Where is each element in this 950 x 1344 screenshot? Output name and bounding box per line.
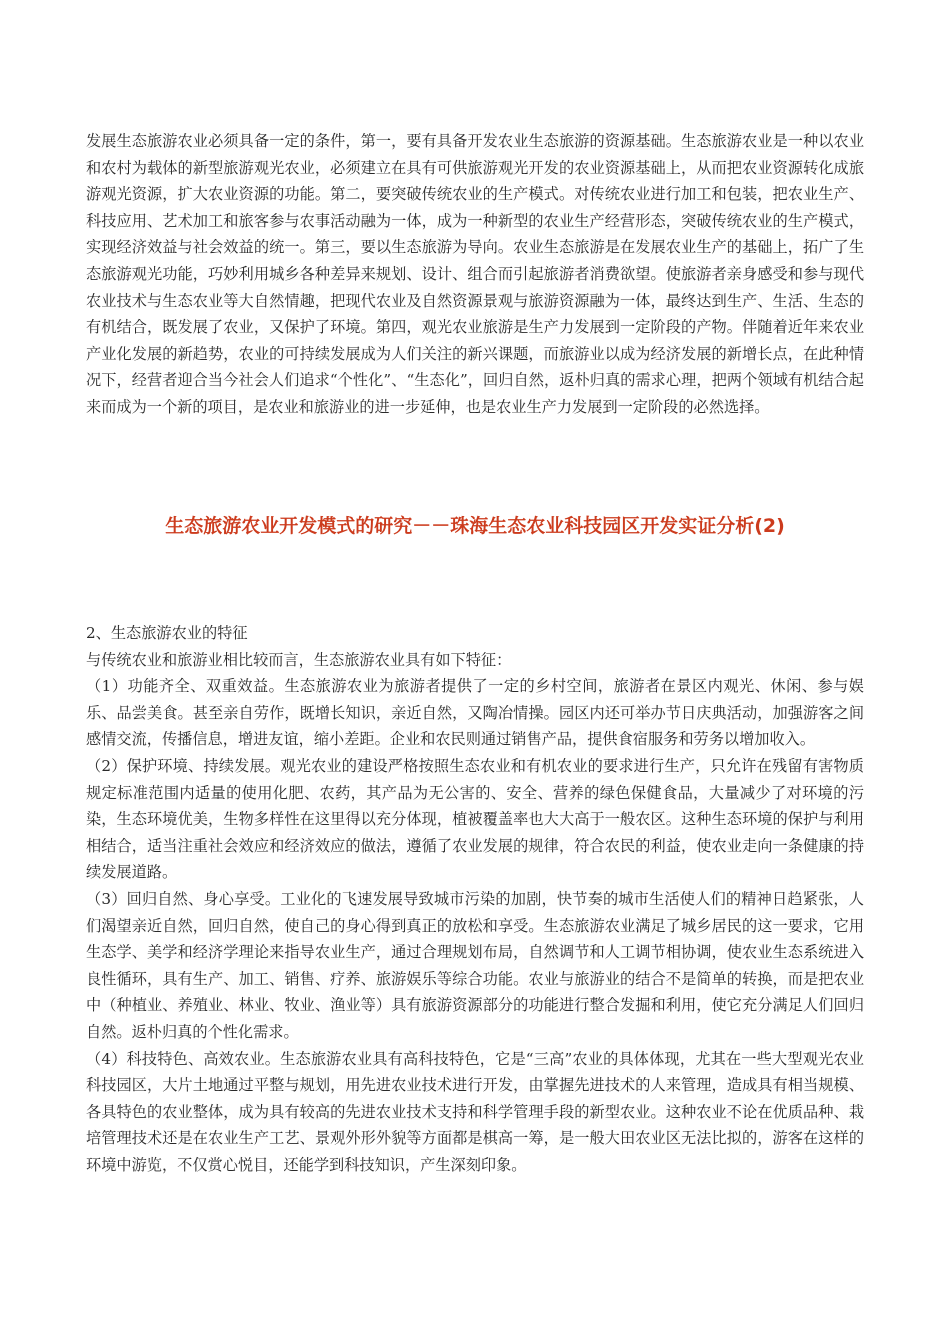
feature-paragraph: （1）功能齐全、双重效益。生态旅游农业为旅游者提供了一定的乡村空间，旅游者在景区内观光、休闲、参与娱乐、品尝美食。甚至亲自劳作，既增长知识，亲近自然，又陶冶情操。园区内还可举办节日庆典活动，加强游客之间感情交流，传播信息，增进友谊，缩小差距。企业和农民则通过销售产品，提供食宿服务和劳务以增加收入。 [86,677,864,749]
article-title: 生态旅游农业开发模式的研究－－珠海生态农业科技园区开发实证分析(2) [165,515,785,537]
section-lead: 与传统农业和旅游业相比较而言，生态旅游农业具有如下特征： [86,650,512,669]
features-section [86,620,864,1178]
section-heading: 2、生态旅游农业的特征 [86,624,248,642]
feature-paragraph: （2）保护环境、持续发展。观光农业的建设严格按照生态农业和有机农业的要求进行生产，只允许在残留有害物质规定标准范围内适量的使用化肥、农药，其产品为无公害的、安全、营养的绿色保健食品，大量减少了对环境的污染，生态环境优美，生物多样性在这里得以充分体现，植被覆盖率也大大高于一般农区。这种生态环境的保护与利用相结合，适当注重社会效应和经济效应的做法，遵循了农业发展的规律，符合农民的利益，使农业走向一条健康的持续发展道路。 [86,756,864,882]
feature-paragraph: （4）科技特色、高效农业。生态旅游农业具有高科技特色，它是“三高”农业的具体体现，尤其在一些大型观光农业科技园区，大片土地通过平整与规划，用先进农业技术进行开发，由掌握先进技术的人来管理，造成具有相当规模、各具特色的农业整体，成为具有较高的先进农业技术支持和科学管理手段的新型农业。这种农业不论在优质品种、栽培管理技术还是在农业生产工艺、景观外形外貌等方面都是棋高一筹，是一般大田农业区无法比拟的，游客在这样的环境中游览，不仅赏心悦目，还能学到科技知识，产生深刻印象。 [86,1049,864,1174]
intro-paragraph: 发展生态旅游农业必须具备一定的条件，第一，要有具备开发农业生态旅游的资源基础。生态旅游农业是一种以农业和农村为载体的新型旅游观光农业，必须建立在具有可供旅游观光开发的农业资源基础上，从而把农业资源转化成旅游观光资源，扩大农业资源的功能。第二，要突破传统农业的生产模式。对传统农业进行加工和包装，把农业生产、科技应用、艺术加工和旅客参与农事活动融为一体，成为一种新型的农业生产经营形态，突破传统农业的生产模式，实现经济效益与社会效益的统一。第三，要以生态旅游为导向。农业生态旅游是在发展农业生产的基础上，拓广了生态旅游观光功能，巧妙利用城乡各种差异来规划、设计、组合而引起旅游者消费欲望。使旅游者亲身感受和参与现代农业技术与生态农业等大自然情趣，把现代农业及自然资源景观与旅游资源融为一体，最终达到生产、生活、生态的有机结合，既发展了农业，又保护了环境。第四，观光农业旅游是生产力发展到一定阶段的产物。伴随着近年来农业产业化发展的新趋势，农业的可持续发展成为人们关注的新兴课题，而旅游业以成为经济发展的新增长点，在此种情况下，经营者迎合当今社会人们追求“个性化”、“生态化”，回归自然，返朴归真的需求心理，把两个领域有机结合起来而成为一个新的项目，是农业和旅游业的进一步延伸，也是农业生产力发展到一定阶段的必然选择。 [86,132,864,416]
feature-paragraph: （3）回归自然、身心享受。工业化的飞速发展导致城市污染的加剧，快节奏的城市生活使人们的精神日趋紧张，人们渴望亲近自然，回归自然，使自己的身心得到真正的放松和享受。生态旅游农业满足了城乡居民的这一要求，它用生态学、美学和经济学理论来指导农业生产，通过合理规划布局，自然调节和人工调节相协调，使农业生态系统进入良性循环，具有生产、加工、销售、疗养、旅游娱乐等综合功能。农业与旅游业的结合不是简单的转换，而是把农业中（种植业、养殖业、林业、牧业、渔业等）具有旅游资源部分的功能进行整合发掘和利用，使它充分满足人们回归自然。返朴归真的个性化需求。 [86,889,864,1041]
